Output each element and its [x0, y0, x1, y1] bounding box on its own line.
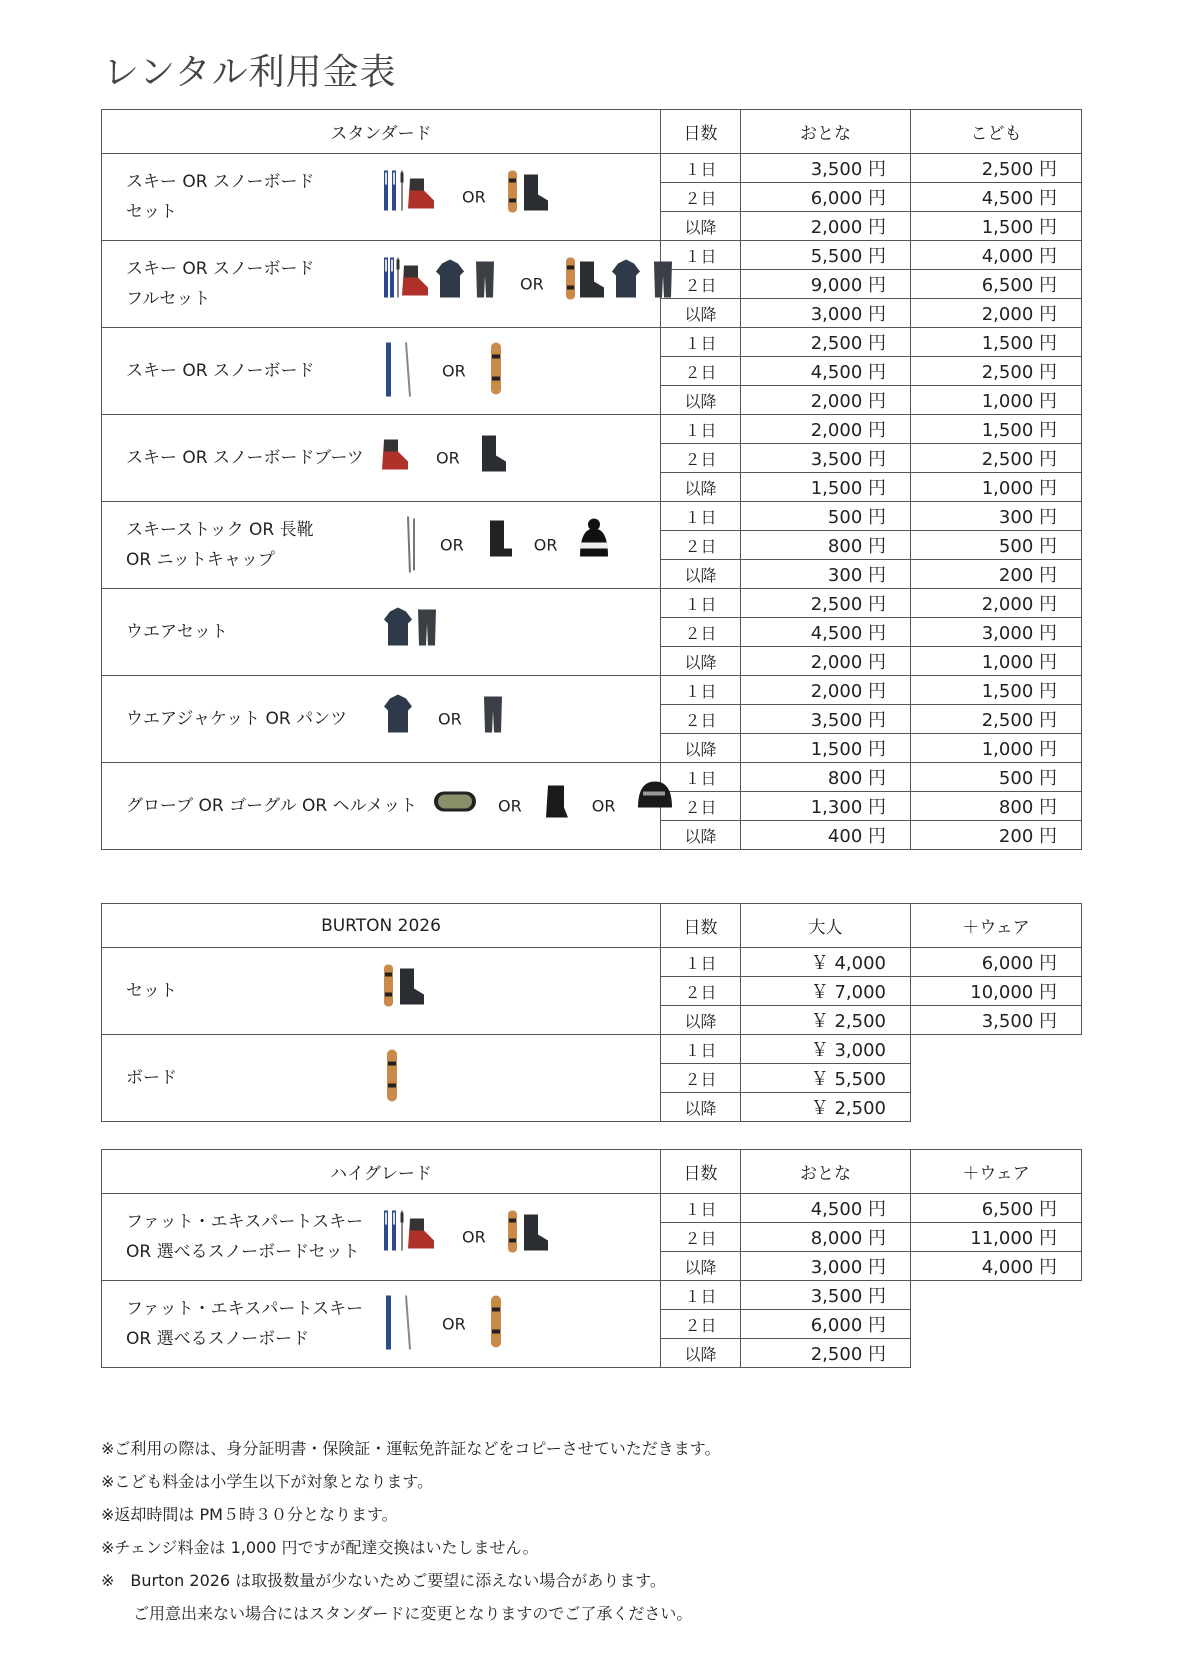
item-name-line: ファット・エキスパートスキー — [126, 1299, 364, 1319]
section-header: ハイグレード — [102, 1150, 661, 1194]
day-cell: ２日 — [661, 977, 741, 1006]
item-name-line: スキー OR スノーボード — [126, 259, 315, 279]
item-name-line: セット — [126, 202, 177, 222]
or-label: OR — [533, 535, 558, 555]
item-name — [126, 704, 347, 734]
item-name-line: ファット・エキスパートスキー — [126, 1212, 364, 1232]
or-label: OR — [462, 187, 486, 207]
day-cell: 以降 — [661, 821, 741, 850]
table-row — [102, 241, 1082, 270]
or-label: OR — [591, 796, 616, 816]
day-cell: ２日 — [661, 357, 741, 386]
item-icons — [382, 252, 676, 317]
item-name — [126, 254, 315, 314]
second-price: 300 円 — [911, 502, 1082, 531]
day-cell: １日 — [661, 154, 741, 183]
adult-price: 2,500 円 — [741, 1339, 911, 1368]
empty-cell — [911, 1339, 1082, 1368]
table-row — [102, 154, 1082, 183]
adult-price: ￥ 2,500 — [741, 1006, 911, 1035]
adult-header: おとな — [741, 110, 911, 154]
second-price: 1,500 円 — [911, 415, 1082, 444]
second-price: 4,500 円 — [911, 183, 1082, 212]
ski-pole-icon — [402, 513, 420, 578]
adult-price: 500 円 — [741, 502, 911, 531]
second-price: 500 円 — [911, 763, 1082, 792]
item-icons — [382, 1205, 556, 1270]
second-price: 1,500 円 — [911, 328, 1082, 357]
day-cell: １日 — [661, 948, 741, 977]
day-cell: ２日 — [661, 444, 741, 473]
second-price: 200 円 — [911, 560, 1082, 589]
adult-price: 6,000 円 — [741, 183, 911, 212]
note-line: ※ Burton 2026 は取扱数量が少ないためご要望に添えない場合があります。 — [101, 1571, 666, 1590]
table-row — [102, 1194, 1082, 1223]
second-price: 3,000 円 — [911, 618, 1082, 647]
note-line: ※返却時間は PM５時３０分となります。 — [101, 1505, 398, 1524]
adult-price: 4,500 円 — [741, 618, 911, 647]
or-label: OR — [438, 709, 462, 729]
day-cell: １日 — [661, 241, 741, 270]
note-line: ご用意出来ない場合にはスタンダードに変更となりますのでご了承ください。 — [101, 1604, 693, 1623]
empty-cell — [911, 1310, 1082, 1339]
empty-cell — [911, 1093, 1082, 1122]
wear-set-icon — [382, 600, 444, 665]
item-cell — [102, 502, 661, 589]
note-line: ※チェンジ料金は 1,000 円ですが配達交換はいたしません。 — [101, 1538, 539, 1557]
day-cell: 以降 — [661, 1006, 741, 1035]
item-name — [126, 443, 364, 473]
adult-price: 2,000 円 — [741, 212, 911, 241]
second-price: 10,000 円 — [911, 977, 1082, 1006]
jacket-icon — [382, 687, 418, 752]
adult-price: 2,000 円 — [741, 386, 911, 415]
standard-price-table — [101, 109, 1082, 850]
adult-price: 5,500 円 — [741, 241, 911, 270]
table-row — [102, 502, 1082, 531]
item-name — [126, 1294, 363, 1354]
adult-price: 2,000 円 — [741, 647, 911, 676]
second-price: 1,000 円 — [911, 473, 1082, 502]
second-price: 500 円 — [911, 531, 1082, 560]
helmet-icon — [635, 774, 673, 839]
item-icons — [382, 426, 510, 491]
item-icons — [382, 1292, 506, 1357]
item-name — [126, 791, 417, 821]
item-name — [126, 1063, 177, 1093]
item-cell — [102, 328, 661, 415]
second-price: 2,000 円 — [911, 299, 1082, 328]
adult-price: 400 円 — [741, 821, 911, 850]
day-cell: ２日 — [661, 183, 741, 212]
item-icons — [382, 687, 506, 752]
item-name — [126, 515, 314, 575]
day-cell: １日 — [661, 328, 741, 357]
adult-price: 800 円 — [741, 531, 911, 560]
days-header: 日数 — [661, 1150, 741, 1194]
second-price: 3,500 円 — [911, 1006, 1082, 1035]
adult-price: 800 円 — [741, 763, 911, 792]
or-label: OR — [440, 535, 464, 555]
item-name-line: スキー OR スノーボード — [126, 172, 315, 192]
day-cell: ２日 — [661, 705, 741, 734]
section-header: スタンダード — [102, 110, 661, 154]
adult-price: ￥ 2,500 — [741, 1093, 911, 1122]
day-cell: 以降 — [661, 1339, 741, 1368]
day-cell: １日 — [661, 589, 741, 618]
adult-price: 8,000 円 — [741, 1223, 911, 1252]
item-name — [126, 356, 315, 386]
or-label: OR — [462, 1227, 486, 1247]
day-cell: 以降 — [661, 473, 741, 502]
item-icons — [402, 513, 611, 578]
second-price: 6,500 円 — [911, 1194, 1082, 1223]
item-name — [126, 167, 315, 227]
adult-price: 2,500 円 — [741, 328, 911, 357]
adult-price: ￥ 5,500 — [741, 1064, 911, 1093]
day-cell: ２日 — [661, 1310, 741, 1339]
day-cell: １日 — [661, 1194, 741, 1223]
page-title: レンタル利用金表 — [103, 52, 397, 93]
second-price: 2,500 円 — [911, 444, 1082, 473]
or-label: OR — [520, 274, 544, 294]
item-icons — [432, 774, 673, 839]
table-row — [102, 1035, 1082, 1064]
item-name-line: セット — [126, 981, 177, 1001]
table-row — [102, 1281, 1082, 1310]
day-cell: １日 — [661, 502, 741, 531]
adult-price: ￥ 3,000 — [741, 1035, 911, 1064]
adult-price: 1,500 円 — [741, 734, 911, 763]
day-cell: ２日 — [661, 1223, 741, 1252]
second-price: 4,000 円 — [911, 1252, 1082, 1281]
day-cell: 以降 — [661, 647, 741, 676]
adult-price: 6,000 円 — [741, 1310, 911, 1339]
item-name-line: ウエアジャケット OR パンツ — [126, 709, 348, 729]
item-cell — [102, 948, 661, 1035]
rain-boot-icon — [484, 513, 514, 578]
second-price: 1,500 円 — [911, 676, 1082, 705]
second-price: 1,000 円 — [911, 647, 1082, 676]
day-cell: １日 — [661, 1281, 741, 1310]
adult-price: 4,500 円 — [741, 1194, 911, 1223]
item-name-line: OR 選べるスノーボード — [126, 1329, 310, 1349]
second-price: 2,000 円 — [911, 589, 1082, 618]
day-cell: 以降 — [661, 734, 741, 763]
item-name-line: スキー OR スノーボードブーツ — [126, 448, 364, 468]
day-cell: ２日 — [661, 792, 741, 821]
second-price: 6,000 円 — [911, 948, 1082, 977]
item-cell — [102, 1281, 661, 1368]
snowboard-icon — [486, 1292, 506, 1357]
adult-price: 300 円 — [741, 560, 911, 589]
item-name-line: ボード — [126, 1068, 177, 1088]
second-price: 200 円 — [911, 821, 1082, 850]
adult-price: 2,000 円 — [741, 415, 911, 444]
item-cell — [102, 589, 661, 676]
day-cell: １日 — [661, 763, 741, 792]
table-row — [102, 328, 1082, 357]
burton-price-table — [101, 903, 1082, 1122]
adult-price: 3,500 円 — [741, 1281, 911, 1310]
day-cell: 以降 — [661, 1093, 741, 1122]
day-cell: 以降 — [661, 212, 741, 241]
snowboard-set-icon — [506, 1205, 556, 1270]
ski-boot-icon — [382, 426, 416, 491]
item-name-line: グローブ OR ゴーグル OR ヘルメット — [126, 796, 418, 816]
ski-icon — [382, 339, 422, 404]
day-cell: ２日 — [661, 531, 741, 560]
note-line: ※こども料金は小学生以下が対象となります。 — [101, 1472, 434, 1491]
adult-price: 3,000 円 — [741, 1252, 911, 1281]
item-name-line: ウエアセット — [126, 622, 228, 642]
glove-icon — [542, 774, 572, 839]
second-price: 4,000 円 — [911, 241, 1082, 270]
adult-price: ￥ 4,000 — [741, 948, 911, 977]
notes — [101, 1432, 721, 1630]
child-header: ＋ウェア — [911, 904, 1082, 948]
item-name-line: OR 選べるスノーボードセット — [126, 1242, 360, 1262]
table-row — [102, 948, 1082, 977]
day-cell: ２日 — [661, 270, 741, 299]
day-cell: １日 — [661, 676, 741, 705]
adult-price: 3,500 円 — [741, 705, 911, 734]
second-price: 1,000 円 — [911, 734, 1082, 763]
item-name — [126, 1207, 363, 1267]
snowboard-set-icon — [506, 165, 556, 230]
highgrade-price-table — [101, 1149, 1082, 1368]
second-price: 1,500 円 — [911, 212, 1082, 241]
item-icons — [382, 339, 506, 404]
item-name-line: スキーストック OR 長靴 — [126, 520, 314, 540]
adult-price: 3,500 円 — [741, 154, 911, 183]
days-header: 日数 — [661, 904, 741, 948]
ski-icon — [382, 1292, 422, 1357]
item-icons — [382, 1046, 402, 1111]
adult-header: おとな — [741, 1150, 911, 1194]
section-header: BURTON 2026 — [102, 904, 661, 948]
second-price: 6,500 円 — [911, 270, 1082, 299]
snowboard-set-icon — [382, 959, 432, 1024]
adult-price: 3,000 円 — [741, 299, 911, 328]
note-line: ※ご利用の際は、身分証明書・保険証・運転免許証などをコピーさせていただきます。 — [101, 1439, 721, 1458]
second-price: 11,000 円 — [911, 1223, 1082, 1252]
day-cell: ２日 — [661, 618, 741, 647]
snowboard-icon — [486, 339, 506, 404]
days-header: 日数 — [661, 110, 741, 154]
adult-price: ￥ 7,000 — [741, 977, 911, 1006]
item-icons — [382, 165, 556, 230]
knit-cap-icon — [577, 513, 611, 578]
table-row — [102, 763, 1082, 792]
table-row — [102, 415, 1082, 444]
adult-header: 大人 — [741, 904, 911, 948]
day-cell: 以降 — [661, 560, 741, 589]
second-price: 2,500 円 — [911, 154, 1082, 183]
snowboard-full-set-icon — [564, 252, 676, 317]
adult-price: 1,500 円 — [741, 473, 911, 502]
snowboard-icon — [382, 1046, 402, 1111]
day-cell: １日 — [661, 415, 741, 444]
ski-full-set-icon — [382, 252, 500, 317]
item-icons — [382, 959, 432, 1024]
item-name-line: OR ニットキャップ — [126, 550, 275, 570]
item-name-line: スキー OR スノーボード — [126, 361, 315, 381]
second-price: 1,000 円 — [911, 386, 1082, 415]
item-name — [126, 976, 177, 1006]
adult-price: 4,500 円 — [741, 357, 911, 386]
pants-icon — [482, 687, 506, 752]
item-cell — [102, 676, 661, 763]
day-cell: ２日 — [661, 1064, 741, 1093]
item-cell — [102, 241, 661, 328]
adult-price: 1,300 円 — [741, 792, 911, 821]
second-price: 2,500 円 — [911, 357, 1082, 386]
snowboard-boot-icon — [480, 426, 510, 491]
second-price: 800 円 — [911, 792, 1082, 821]
item-cell — [102, 1035, 661, 1122]
second-price: 2,500 円 — [911, 705, 1082, 734]
or-label: OR — [498, 796, 522, 816]
item-name-line: フルセット — [126, 289, 211, 309]
empty-cell — [911, 1281, 1082, 1310]
child-header: ＋ウェア — [911, 1150, 1082, 1194]
adult-price: 2,000 円 — [741, 676, 911, 705]
ski-set-icon — [382, 1205, 442, 1270]
item-cell — [102, 763, 661, 850]
day-cell: １日 — [661, 1035, 741, 1064]
empty-cell — [911, 1064, 1082, 1093]
empty-cell — [911, 1035, 1082, 1064]
day-cell: 以降 — [661, 386, 741, 415]
item-cell — [102, 1194, 661, 1281]
ski-set-icon — [382, 165, 442, 230]
adult-price: 3,500 円 — [741, 444, 911, 473]
or-label: OR — [442, 1314, 466, 1334]
item-name — [126, 617, 228, 647]
or-label: OR — [442, 361, 466, 381]
table-row — [102, 676, 1082, 705]
adult-price: 2,500 円 — [741, 589, 911, 618]
item-cell — [102, 154, 661, 241]
or-label: OR — [436, 448, 460, 468]
item-icons — [382, 600, 444, 665]
item-cell — [102, 415, 661, 502]
day-cell: 以降 — [661, 299, 741, 328]
day-cell: 以降 — [661, 1252, 741, 1281]
adult-price: 9,000 円 — [741, 270, 911, 299]
table-row — [102, 589, 1082, 618]
child-header: こども — [911, 110, 1082, 154]
goggle-icon — [432, 774, 478, 839]
